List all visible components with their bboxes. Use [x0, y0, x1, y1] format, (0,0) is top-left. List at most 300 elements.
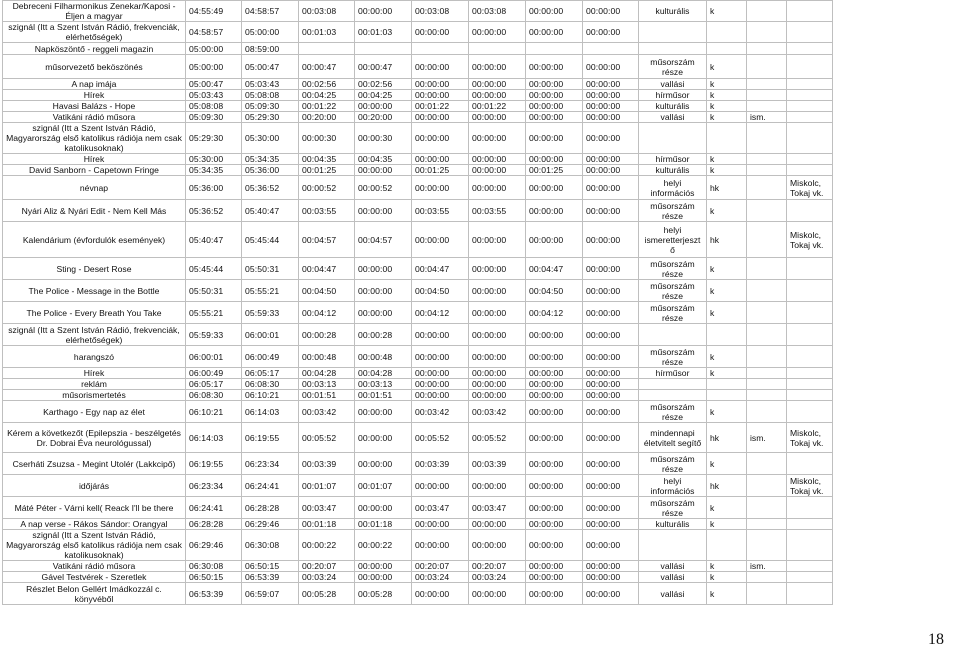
music-time-c-cell: 00:00:00: [583, 519, 639, 530]
own-production-time-cell: 00:03:13: [355, 379, 412, 390]
acquired-time-cell: [412, 43, 469, 55]
program-title-cell: Máté Péter - Várni kell( Reack I'll be there: [3, 497, 186, 519]
music-time-c-cell: 00:00:00: [583, 165, 639, 176]
own-production-time-cell: 00:04:28: [355, 368, 412, 379]
duration-cell: 00:00:28: [299, 324, 355, 346]
broadcast-area-cell: [787, 22, 833, 43]
own-production-time-cell: 00:00:00: [355, 497, 412, 519]
acquired-time-cell: 00:03:24: [412, 572, 469, 583]
end-time-cell: 06:28:28: [242, 497, 299, 519]
music-time-c-cell: 00:00:00: [583, 55, 639, 79]
program-category-cell: műsorszám része: [639, 200, 707, 222]
start-time-cell: 05:03:43: [186, 90, 242, 101]
start-time-cell: 06:29:46: [186, 530, 242, 561]
own-production-time-cell: 00:00:30: [355, 123, 412, 154]
music-time-a-cell: 00:00:00: [469, 112, 526, 123]
duration-cell: 00:20:00: [299, 112, 355, 123]
music-time-a-cell: 00:00:00: [469, 530, 526, 561]
own-production-time-cell: 00:04:35: [355, 154, 412, 165]
music-time-b-cell: 00:00:00: [526, 222, 583, 258]
program-title-cell: műsorismertetés: [3, 390, 186, 401]
own-production-time-cell: 00:00:00: [355, 561, 412, 572]
program-title-cell: szignál (Itt a Szent István Rádió, Magyarország első katolikus rádiója nem csak katolikusoknak): [3, 530, 186, 561]
broadcast-area-cell: [787, 200, 833, 222]
duration-cell: 00:00:52: [299, 176, 355, 200]
acquired-time-cell: 00:03:39: [412, 453, 469, 475]
acquired-time-cell: 00:00:00: [412, 368, 469, 379]
program-category-cell: műsorszám része: [639, 258, 707, 280]
program-category-cell: [639, 379, 707, 390]
duration-cell: 00:01:22: [299, 101, 355, 112]
broadcast-area-cell: [787, 530, 833, 561]
duration-cell: 00:00:30: [299, 123, 355, 154]
music-time-c-cell: 00:00:00: [583, 222, 639, 258]
program-type-code-cell: k: [707, 79, 747, 90]
broadcast-area-cell: [787, 302, 833, 324]
duration-cell: 00:04:12: [299, 302, 355, 324]
acquired-time-cell: 00:00:00: [412, 112, 469, 123]
repeat-flag-cell: [747, 43, 787, 55]
own-production-time-cell: 00:04:57: [355, 222, 412, 258]
music-time-a-cell: 00:00:00: [469, 176, 526, 200]
program-category-cell: helyi ismeretterjeszt ő: [639, 222, 707, 258]
duration-cell: 00:05:28: [299, 583, 355, 605]
acquired-time-cell: 00:20:07: [412, 561, 469, 572]
table-row: [3, 101, 833, 112]
broadcast-area-cell: [787, 280, 833, 302]
table-row: [3, 379, 833, 390]
start-time-cell: 05:45:44: [186, 258, 242, 280]
music-time-b-cell: 00:00:00: [526, 583, 583, 605]
program-title-cell: szignál (Itt a Szent István Rádió, frekvenciák, elérhetőségek): [3, 324, 186, 346]
end-time-cell: 06:00:49: [242, 346, 299, 368]
acquired-time-cell: 00:00:00: [412, 530, 469, 561]
broadcast-area-cell: [787, 1, 833, 22]
repeat-flag-cell: [747, 1, 787, 22]
broadcast-area-cell: [787, 324, 833, 346]
program-category-cell: vallási: [639, 79, 707, 90]
end-time-cell: 05:00:00: [242, 22, 299, 43]
acquired-time-cell: 00:00:00: [412, 379, 469, 390]
program-category-cell: [639, 22, 707, 43]
duration-cell: 00:04:50: [299, 280, 355, 302]
music-time-a-cell: 00:00:00: [469, 346, 526, 368]
program-category-cell: vallási: [639, 112, 707, 123]
program-category-cell: műsorszám része: [639, 401, 707, 423]
end-time-cell: 05:36:52: [242, 176, 299, 200]
music-time-c-cell: 00:00:00: [583, 379, 639, 390]
end-time-cell: 05:36:00: [242, 165, 299, 176]
table-row: [3, 200, 833, 222]
own-production-time-cell: 00:02:56: [355, 79, 412, 90]
repeat-flag-cell: [747, 519, 787, 530]
repeat-flag-cell: [747, 22, 787, 43]
acquired-time-cell: 00:03:55: [412, 200, 469, 222]
broadcast-area-cell: [787, 123, 833, 154]
music-time-b-cell: 00:00:00: [526, 475, 583, 497]
duration-cell: 00:04:25: [299, 90, 355, 101]
duration-cell: 00:03:55: [299, 200, 355, 222]
acquired-time-cell: 00:00:00: [412, 475, 469, 497]
duration-cell: 00:00:22: [299, 530, 355, 561]
own-production-time-cell: 00:00:00: [355, 302, 412, 324]
music-time-a-cell: 00:03:47: [469, 497, 526, 519]
table-row: [3, 572, 833, 583]
music-time-c-cell: 00:00:00: [583, 200, 639, 222]
repeat-flag-cell: [747, 79, 787, 90]
table-row: [3, 561, 833, 572]
duration-cell: 00:01:07: [299, 475, 355, 497]
table-row: [3, 346, 833, 368]
acquired-time-cell: 00:01:25: [412, 165, 469, 176]
program-category-cell: kulturális: [639, 101, 707, 112]
broadcast-area-cell: [787, 561, 833, 572]
broadcast-area-cell: Miskolc, Tokaj vk.: [787, 475, 833, 497]
program-type-code-cell: k: [707, 497, 747, 519]
program-type-code-cell: [707, 22, 747, 43]
duration-cell: 00:00:47: [299, 55, 355, 79]
acquired-time-cell: 00:00:00: [412, 55, 469, 79]
program-title-cell: Havasi Balázs - Hope: [3, 101, 186, 112]
table-row: [3, 222, 833, 258]
start-time-cell: 05:36:00: [186, 176, 242, 200]
program-category-cell: mindennapi életvitelt segítő: [639, 423, 707, 453]
music-time-a-cell: 00:05:52: [469, 423, 526, 453]
start-time-cell: 05:00:00: [186, 55, 242, 79]
table-row: [3, 258, 833, 280]
program-category-cell: vallási: [639, 572, 707, 583]
end-time-cell: 05:55:21: [242, 280, 299, 302]
music-time-c-cell: 00:00:00: [583, 324, 639, 346]
program-type-code-cell: k: [707, 572, 747, 583]
program-category-cell: műsorszám része: [639, 453, 707, 475]
music-time-a-cell: 00:00:00: [469, 79, 526, 90]
repeat-flag-cell: [747, 572, 787, 583]
table-row: [3, 475, 833, 497]
own-production-time-cell: 00:00:00: [355, 572, 412, 583]
broadcast-area-cell: [787, 90, 833, 101]
music-time-c-cell: 00:00:00: [583, 302, 639, 324]
start-time-cell: 06:00:49: [186, 368, 242, 379]
program-category-cell: kulturális: [639, 1, 707, 22]
program-category-cell: vallási: [639, 583, 707, 605]
table-row: [3, 583, 833, 605]
music-time-b-cell: 00:00:00: [526, 530, 583, 561]
music-time-a-cell: 00:00:00: [469, 222, 526, 258]
start-time-cell: 06:23:34: [186, 475, 242, 497]
repeat-flag-cell: [747, 222, 787, 258]
duration-cell: 00:04:28: [299, 368, 355, 379]
own-production-time-cell: 00:00:00: [355, 423, 412, 453]
acquired-time-cell: 00:00:00: [412, 123, 469, 154]
start-time-cell: 06:19:55: [186, 453, 242, 475]
music-time-c-cell: 00:00:00: [583, 280, 639, 302]
program-title-cell: The Police - Message in the Bottle: [3, 280, 186, 302]
music-time-a-cell: 00:01:22: [469, 101, 526, 112]
repeat-flag-cell: [747, 176, 787, 200]
repeat-flag-cell: [747, 401, 787, 423]
repeat-flag-cell: [747, 583, 787, 605]
music-time-a-cell: 00:00:00: [469, 55, 526, 79]
program-type-code-cell: k: [707, 519, 747, 530]
table-row: [3, 390, 833, 401]
music-time-b-cell: 00:00:00: [526, 561, 583, 572]
repeat-flag-cell: [747, 154, 787, 165]
acquired-time-cell: 00:05:52: [412, 423, 469, 453]
music-time-c-cell: 00:00:00: [583, 561, 639, 572]
own-production-time-cell: [355, 43, 412, 55]
table-row: [3, 123, 833, 154]
music-time-c-cell: 00:00:00: [583, 1, 639, 22]
music-time-c-cell: 00:00:00: [583, 572, 639, 583]
music-time-a-cell: 00:00:00: [469, 519, 526, 530]
start-time-cell: 05:00:00: [186, 43, 242, 55]
end-time-cell: 05:59:33: [242, 302, 299, 324]
music-time-a-cell: 00:00:00: [469, 390, 526, 401]
program-type-code-cell: k: [707, 401, 747, 423]
program-title-cell: Kérem a következőt (Epilepszia - beszélgetés Dr. Dobrai Éva neurológussal): [3, 423, 186, 453]
acquired-time-cell: 00:00:00: [412, 324, 469, 346]
start-time-cell: 05:50:31: [186, 280, 242, 302]
music-time-c-cell: 00:00:00: [583, 123, 639, 154]
start-time-cell: 05:59:33: [186, 324, 242, 346]
music-time-c-cell: 00:00:00: [583, 258, 639, 280]
music-time-a-cell: 00:03:55: [469, 200, 526, 222]
own-production-time-cell: 00:00:52: [355, 176, 412, 200]
own-production-time-cell: 00:05:28: [355, 583, 412, 605]
broadcast-area-cell: [787, 519, 833, 530]
acquired-time-cell: 00:00:00: [412, 222, 469, 258]
start-time-cell: 05:40:47: [186, 222, 242, 258]
start-time-cell: 05:36:52: [186, 200, 242, 222]
start-time-cell: 04:58:57: [186, 22, 242, 43]
music-time-c-cell: 00:00:00: [583, 368, 639, 379]
own-production-time-cell: 00:00:00: [355, 101, 412, 112]
program-title-cell: A nap verse - Rákos Sándor: Orangyal: [3, 519, 186, 530]
acquired-time-cell: 00:00:00: [412, 154, 469, 165]
duration-cell: 00:03:13: [299, 379, 355, 390]
end-time-cell: 05:03:43: [242, 79, 299, 90]
music-time-c-cell: 00:00:00: [583, 390, 639, 401]
duration-cell: 00:05:52: [299, 423, 355, 453]
music-time-b-cell: 00:00:00: [526, 112, 583, 123]
program-title-cell: Napköszöntő - reggeli magazin: [3, 43, 186, 55]
acquired-time-cell: 00:04:12: [412, 302, 469, 324]
program-title-cell: Hírek: [3, 368, 186, 379]
own-production-time-cell: 00:00:00: [355, 200, 412, 222]
program-type-code-cell: hk: [707, 222, 747, 258]
music-time-b-cell: 00:04:50: [526, 280, 583, 302]
music-time-a-cell: 00:00:00: [469, 90, 526, 101]
music-time-b-cell: 00:00:00: [526, 390, 583, 401]
broadcast-area-cell: [787, 79, 833, 90]
start-time-cell: 06:14:03: [186, 423, 242, 453]
program-title-cell: szignál (Itt a Szent István Rádió, frekvenciák, elérhetőségek): [3, 22, 186, 43]
table-row: [3, 112, 833, 123]
end-time-cell: 04:58:57: [242, 1, 299, 22]
repeat-flag-cell: [747, 90, 787, 101]
program-category-cell: műsorszám része: [639, 55, 707, 79]
music-time-a-cell: 00:03:39: [469, 453, 526, 475]
music-time-c-cell: 00:00:00: [583, 423, 639, 453]
end-time-cell: 05:40:47: [242, 200, 299, 222]
table-row: [3, 519, 833, 530]
table-row: [3, 165, 833, 176]
program-category-cell: [639, 43, 707, 55]
repeat-flag-cell: ism.: [747, 561, 787, 572]
music-time-c-cell: 00:00:00: [583, 497, 639, 519]
music-time-b-cell: 00:00:00: [526, 79, 583, 90]
music-time-b-cell: 00:00:00: [526, 423, 583, 453]
program-title-cell: Vatikáni rádió műsora: [3, 112, 186, 123]
table-row: [3, 324, 833, 346]
music-time-b-cell: 00:04:12: [526, 302, 583, 324]
end-time-cell: 06:30:08: [242, 530, 299, 561]
music-time-b-cell: 00:00:00: [526, 401, 583, 423]
table-row: [3, 401, 833, 423]
broadcast-area-cell: [787, 112, 833, 123]
program-title-cell: Nyári Aliz & Nyári Edit - Nem Kell Más: [3, 200, 186, 222]
start-time-cell: 06:05:17: [186, 379, 242, 390]
own-production-time-cell: 00:01:51: [355, 390, 412, 401]
program-type-code-cell: k: [707, 453, 747, 475]
music-time-a-cell: 00:00:00: [469, 154, 526, 165]
program-type-code-cell: [707, 390, 747, 401]
end-time-cell: 05:09:30: [242, 101, 299, 112]
music-time-a-cell: 00:00:00: [469, 165, 526, 176]
music-time-b-cell: 00:00:00: [526, 379, 583, 390]
music-time-c-cell: 00:00:00: [583, 346, 639, 368]
music-time-a-cell: 00:00:00: [469, 379, 526, 390]
program-type-code-cell: k: [707, 280, 747, 302]
start-time-cell: 06:53:39: [186, 583, 242, 605]
music-time-c-cell: 00:00:00: [583, 453, 639, 475]
music-time-c-cell: 00:00:00: [583, 401, 639, 423]
duration-cell: 00:04:57: [299, 222, 355, 258]
music-time-b-cell: 00:00:00: [526, 101, 583, 112]
own-production-time-cell: 00:20:00: [355, 112, 412, 123]
duration-cell: [299, 43, 355, 55]
music-time-b-cell: 00:00:00: [526, 519, 583, 530]
program-title-cell: Karthago - Egy nap az élet: [3, 401, 186, 423]
page-number: 18: [928, 631, 944, 648]
program-category-cell: műsorszám része: [639, 302, 707, 324]
music-time-b-cell: 00:04:47: [526, 258, 583, 280]
program-category-cell: hírműsor: [639, 368, 707, 379]
program-title-cell: névnap: [3, 176, 186, 200]
program-type-code-cell: k: [707, 1, 747, 22]
repeat-flag-cell: [747, 55, 787, 79]
table-row: [3, 55, 833, 79]
program-title-cell: műsorvezető beköszönés: [3, 55, 186, 79]
music-time-a-cell: 00:00:00: [469, 324, 526, 346]
broadcast-area-cell: [787, 368, 833, 379]
duration-cell: 00:20:07: [299, 561, 355, 572]
duration-cell: 00:03:39: [299, 453, 355, 475]
repeat-flag-cell: [747, 530, 787, 561]
table-row: [3, 453, 833, 475]
music-time-c-cell: 00:00:00: [583, 101, 639, 112]
broadcast-area-cell: [787, 583, 833, 605]
own-production-time-cell: 00:00:00: [355, 258, 412, 280]
start-time-cell: 06:28:28: [186, 519, 242, 530]
table-row: [3, 79, 833, 90]
program-title-cell: szignál (Itt a Szent István Rádió, Magyarország első katolikus rádiója nem csak katolikusoknak): [3, 123, 186, 154]
program-type-code-cell: [707, 123, 747, 154]
table-row: [3, 22, 833, 43]
own-production-time-cell: 00:01:07: [355, 475, 412, 497]
broadcast-area-cell: [787, 572, 833, 583]
music-time-b-cell: 00:00:00: [526, 200, 583, 222]
music-time-b-cell: 00:00:00: [526, 123, 583, 154]
program-category-cell: [639, 324, 707, 346]
end-time-cell: 08:59:00: [242, 43, 299, 55]
start-time-cell: 05:00:47: [186, 79, 242, 90]
repeat-flag-cell: [747, 453, 787, 475]
repeat-flag-cell: ism.: [747, 423, 787, 453]
start-time-cell: 06:00:01: [186, 346, 242, 368]
acquired-time-cell: 00:04:50: [412, 280, 469, 302]
repeat-flag-cell: [747, 101, 787, 112]
program-type-code-cell: hk: [707, 176, 747, 200]
start-time-cell: 04:55:49: [186, 1, 242, 22]
program-type-code-cell: k: [707, 302, 747, 324]
program-category-cell: hírműsor: [639, 154, 707, 165]
end-time-cell: 05:34:35: [242, 154, 299, 165]
acquired-time-cell: 00:00:00: [412, 22, 469, 43]
broadcast-area-cell: [787, 258, 833, 280]
table-row: [3, 176, 833, 200]
own-production-time-cell: 00:00:48: [355, 346, 412, 368]
program-category-cell: helyi információs: [639, 176, 707, 200]
music-time-b-cell: 00:00:00: [526, 22, 583, 43]
duration-cell: 00:03:42: [299, 401, 355, 423]
music-time-a-cell: 00:03:24: [469, 572, 526, 583]
program-title-cell: Hírek: [3, 154, 186, 165]
program-type-code-cell: [707, 43, 747, 55]
end-time-cell: 06:19:55: [242, 423, 299, 453]
end-time-cell: 06:23:34: [242, 453, 299, 475]
repeat-flag-cell: [747, 200, 787, 222]
table-row: [3, 497, 833, 519]
own-production-time-cell: 00:00:00: [355, 401, 412, 423]
music-time-b-cell: 00:00:00: [526, 368, 583, 379]
acquired-time-cell: 00:00:00: [412, 390, 469, 401]
music-time-c-cell: 00:00:00: [583, 530, 639, 561]
repeat-flag-cell: [747, 165, 787, 176]
program-category-cell: helyi információs: [639, 475, 707, 497]
program-type-code-cell: k: [707, 258, 747, 280]
music-time-c-cell: 00:00:00: [583, 22, 639, 43]
acquired-time-cell: 00:01:22: [412, 101, 469, 112]
music-time-b-cell: 00:00:00: [526, 55, 583, 79]
table-row: [3, 530, 833, 561]
end-time-cell: 05:29:30: [242, 112, 299, 123]
program-title-cell: reklám: [3, 379, 186, 390]
end-time-cell: 06:24:41: [242, 475, 299, 497]
music-time-c-cell: 00:00:00: [583, 154, 639, 165]
repeat-flag-cell: [747, 324, 787, 346]
own-production-time-cell: 00:01:03: [355, 22, 412, 43]
start-time-cell: 05:08:08: [186, 101, 242, 112]
start-time-cell: 05:55:21: [186, 302, 242, 324]
program-title-cell: Cserháti Zsuzsa - Megint Utolér (Lakkcipő): [3, 453, 186, 475]
repeat-flag-cell: [747, 302, 787, 324]
table-row: [3, 302, 833, 324]
program-type-code-cell: k: [707, 561, 747, 572]
program-category-cell: vallási: [639, 561, 707, 572]
acquired-time-cell: 00:00:00: [412, 176, 469, 200]
